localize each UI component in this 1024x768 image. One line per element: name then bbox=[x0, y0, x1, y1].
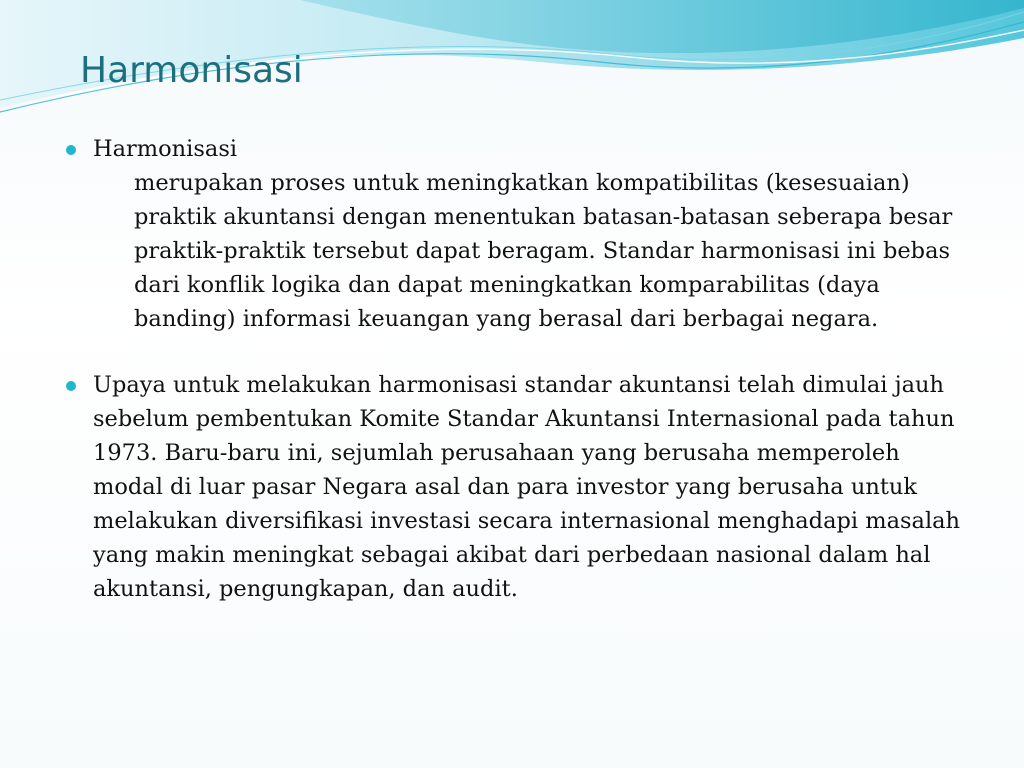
definition-paragraph: merupakan proses untuk meningkatkan kompatibilitas (kesesuaian) praktik akuntansi dengan menentukan batasan-batasan seberapa besar praktik-praktik tersebut dapat beragam. Standar harmonisasi ini bebas dari konflik logika dan dapat meningkatkan komparabilitas (daya banding) informasi keuangan yang berasal dari berbagai negara. bbox=[134, 170, 953, 332]
slide-title: Harmonisasi bbox=[80, 50, 303, 91]
bullet-dot-icon bbox=[66, 381, 76, 391]
bullet-heading: Harmonisasi bbox=[93, 136, 238, 162]
bullet-item-upaya bbox=[66, 368, 966, 606]
bullet-dot-icon bbox=[66, 145, 76, 155]
bullet-item-harmonisasi bbox=[66, 132, 966, 166]
bullet-paragraph: Upaya untuk melakukan harmonisasi standar akuntansi telah dimulai jauh sebelum pembentukan Komite Standar Akuntansi Internasional pada tahun 1973. Baru-baru ini, sejumlah perusahaan yang berusaha memperoleh modal di luar pasar Negara asal dan para investor yang berusaha untuk melakukan diversifikasi investasi secara internasional menghadapi masalah yang makin meningkat sebagai akibat dari perbedaan nasional dalam hal akuntansi, pengungkapan, dan audit. bbox=[93, 372, 961, 602]
slide-body bbox=[66, 132, 966, 606]
